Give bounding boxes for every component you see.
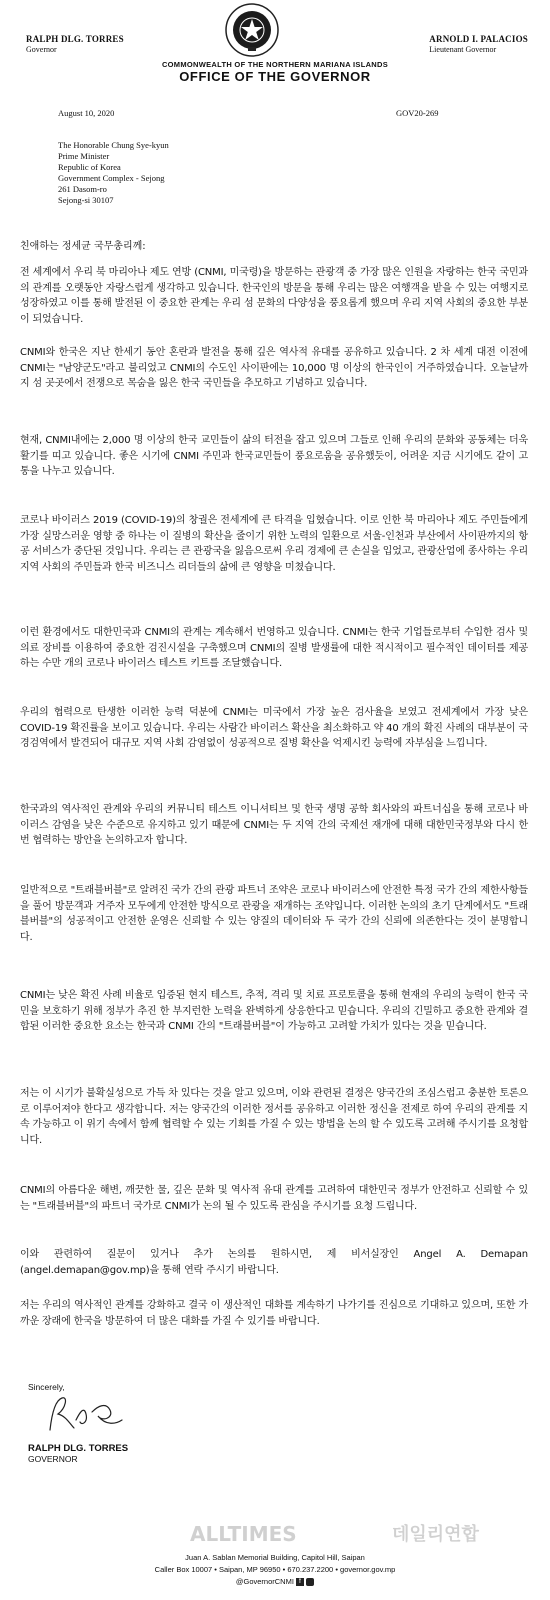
address-line: The Honorable Chung Sye-kyun — [58, 140, 169, 150]
paragraph-12: 이와 관련하여 질문이 있거나 추가 논의를 원하시면, 제 비서실장인 Angel A. Demapan (angel.demapan@gov.mp)을 통해 연락 주시기 바랍니다. — [20, 1249, 528, 1276]
paragraph-4: 코로나 바이러스 2019 (COVID-19)의 창궐은 전세계에 큰 타격을 입혔습니다. 이로 인한 북 마리아나 제도 주민들에게 가장 실망스러운 영향 중 하나는 이 질병의 확산을 줄이기 위한 노력의 일환으로 서울-인천과 부산에서 사이판까지의 항공 서비스가 중단된 것입니다. 우리는 큰 관광국을 잃음으로써 우리 경제에 큰 손실을 입었고, 관광산업에 종사하는 우리 지역 사회의 주민들과 한국 비즈니스 리더들의 삶에 큰 영향을 미쳤습니다. — [20, 515, 528, 573]
governor-block — [26, 34, 124, 54]
governor-title: Governor — [26, 45, 57, 54]
paragraph-13: 저는 우리의 역사적인 관계를 강화하고 결국 이 생산적인 대화를 계속하기 나가기를 진심으로 기대하고 있으며, 또한 가까운 장래에 한국을 방문하여 더 많은 대화를 가질 수 있기를 바랍니다. — [20, 1300, 528, 1327]
lt-governor-block — [429, 34, 528, 54]
address-line: Republic of Korea — [58, 162, 121, 172]
lt-governor-name: ARNOLD I. PALACIOS — [429, 34, 528, 44]
signer-title: GOVERNOR — [28, 1454, 78, 1464]
watermark-left: ALLTIMES — [190, 1522, 297, 1546]
footer-social — [0, 1576, 550, 1587]
address-line: 261 Dasom-ro — [58, 184, 107, 194]
seal-icon — [222, 2, 282, 58]
office-heading: OFFICE OF THE GOVERNOR — [179, 69, 371, 84]
closing: Sincerely, — [28, 1382, 65, 1392]
salutation: 친애하는 정세균 국무총리께: — [20, 241, 146, 252]
commonwealth-heading: COMMONWEALTH OF THE NORTHERN MARIANA ISLANDS — [161, 60, 389, 69]
social-handle: @GovernorCNMI — [235, 1577, 294, 1586]
paragraph-2: CNMI와 한국은 지난 한세기 동안 혼란과 발전을 통해 깊은 역사적 유대를 공유하고 있습니다. 2 차 세계 대전 이전에 CNMI는 "남양군도"라고 불리었고 CNMI의 수도인 사이판에는 10,000 명 이상의 한국인이 거주하였습니다. 오늘날까지 섬 곳곳에서 전쟁으로 목숨을 잃은 한국 국민들을 추모하고 기념하고 있습니다. — [20, 347, 528, 390]
footer-address: Juan A. Sablan Memorial Building, Capitol Hill, Saipan — [185, 1553, 365, 1562]
paragraph-1: 전 세계에서 우리 북 마리아나 제도 연방 (CNMI, 미국령)을 방문하는 관광객 중 가장 많은 인원을 자랑하는 한국 국민과의 관계를 오랫동안 자랑스럽게 생각하고 있습니다. 한국인의 방문을 통해 우리는 많은 여행객을 받을 수 있는 여행지로 성장하였고 이를 통해 발전된 이 중요한 관계는 우리 섬 문화의 다양성을 풍요롭게 했으며 우리 지역 사회의 중요한 부분이 되었습니다. — [20, 267, 528, 325]
signer-name: RALPH DLG. TORRES — [28, 1443, 129, 1454]
signature-block — [28, 1382, 128, 1464]
paragraph-10: 저는 이 시기가 불확실성으로 가득 차 있다는 것을 알고 있으며, 이와 관련된 결정은 양국간의 조심스럽고 충분한 토론으로 이루어져야 한다고 생각합니다. 저는 양국간의 이러한 정서를 공유하고 이러한 정신을 전제로 하여 우리의 관계를 지속 가능하고 이 위기 속에서 함께 협력할 수 있는 기회를 가질 수 있는 방법을 논의 할 수 있도록 고려해 주시기를 요청합니다. — [20, 1088, 528, 1146]
paragraph-9: CNMI는 낮은 확진 사례 비율로 입증된 현지 테스트, 추적, 격리 및 치료 프로토콜을 통해 현재의 우리의 능력이 한국 국민을 보호하기 위해 정부가 추진 한 부지런한 노력을 완벽하게 상응한다고 믿습니다. 우리의 긴밀하고 중요한 관계와 결합된 이러한 중요한 요소는 한국과 CNMI 간의 "트래블버블"이 가능하고 고려할 가치가 있다는 것을 믿습니다. — [20, 990, 528, 1033]
handwritten-signature-icon — [36, 1392, 126, 1436]
paragraph-8: 일반적으로 "트래블버블"로 알려진 국가 간의 관광 파트너 조약은 코로나 바이러스에 안전한 특정 국가 간의 제한사항들을 풀어 방문객과 거주자 모두에게 안전한 방식으로 관광을 재개하는 조약입니다. 이러한 논의의 초기 단계에서도 "트래블버블"의 성공적이고 안전한 운영은 신뢰할 수 있는 양질의 데이터와 두 국가 간의 신뢰에 의존한다는 것이 분명합니다. — [20, 885, 528, 943]
facebook-icon: f — [296, 1578, 304, 1586]
paragraph-11: CNMI의 아름다운 해변, 깨끗한 물, 깊은 문화 및 역사적 유대 관계를 고려하여 대한민국 정부가 안전하고 신뢰할 수 있는 "트래블버블"의 파트너 국가로 CNMI가 논의 될 수 있도록 관심을 주시기를 요청 드립니다. — [20, 1185, 528, 1212]
watermark-right: 데일리연합 — [392, 1524, 479, 1545]
recipient-address — [58, 140, 169, 206]
address-line: Sejong-si 30107 — [58, 195, 114, 205]
address-line: Prime Minister — [58, 151, 110, 161]
paragraph-7: 한국과의 역사적인 관계와 우리의 커뮤니티 테스트 이니셔티브 및 한국 생명 공학 회사와의 파트너십을 통해 코로나 바이러스 감염을 낮은 수준으로 유지하고 있기 때문에 CNMI는 두 지역 간의 국제선 재개에 대해 대한민국정부와 다시 한번 협력하는 방안을 논의하고자 합니다. — [20, 804, 528, 847]
paragraph-5: 이런 환경에서도 대한민국과 CNMI의 관계는 계속해서 번영하고 있습니다. CNMI는 한국 기업들로부터 수입한 검사 및 의료 장비를 이용하여 중요한 검진시설을 구축했으며 CNMI의 질병 발생률에 대한 적시적이고 필수적인 데이터를 제공하는 수만 개의 코로나 바이러스 테스트 키트를 조달했습니다. — [20, 627, 528, 670]
letter-reference: GOV20-269 — [396, 108, 439, 118]
twitter-icon — [306, 1578, 314, 1586]
letter-date: August 10, 2020 — [58, 108, 115, 118]
paragraph-3: 현재, CNMI내에는 2,000 명 이상의 한국 교민들이 삶의 터전을 잡고 있으며 그들로 인해 우리의 문화와 공동체는 더욱 활기를 띠고 있습니다. 좋은 시기에 CNMI 주민과 한국교민들이 풍요로움을 공유했듯이, 어려운 지금 시기에도 같이 고통을 나누고 있습니다. — [20, 435, 528, 478]
paragraph-6: 우리의 협력으로 탄생한 이러한 능력 덕분에 CNMI는 미국에서 가장 높은 검사율을 보였고 전세계에서 가장 낮은 COVID-19 확진률을 보이고 있습니다. 우리는 사람간 바이러스 확산을 최소화하고 약 40 개의 확진 사례의 대부분이 국경검역에서 발견되어 대규모 지역 사회 감염없이 성공적으로 질병 확산을 억제시킨 능력에 자부심을 느낍니다. — [20, 707, 528, 750]
address-line: Government Complex - Sejong — [58, 173, 165, 183]
lt-governor-title: Lieutenant Governor — [429, 45, 497, 54]
footer-contact: Caller Box 10007 • Saipan, MP 96950 • 670.237.2200 • governor.gov.mp — [154, 1565, 396, 1574]
governor-name: RALPH DLG. TORRES — [26, 34, 124, 44]
